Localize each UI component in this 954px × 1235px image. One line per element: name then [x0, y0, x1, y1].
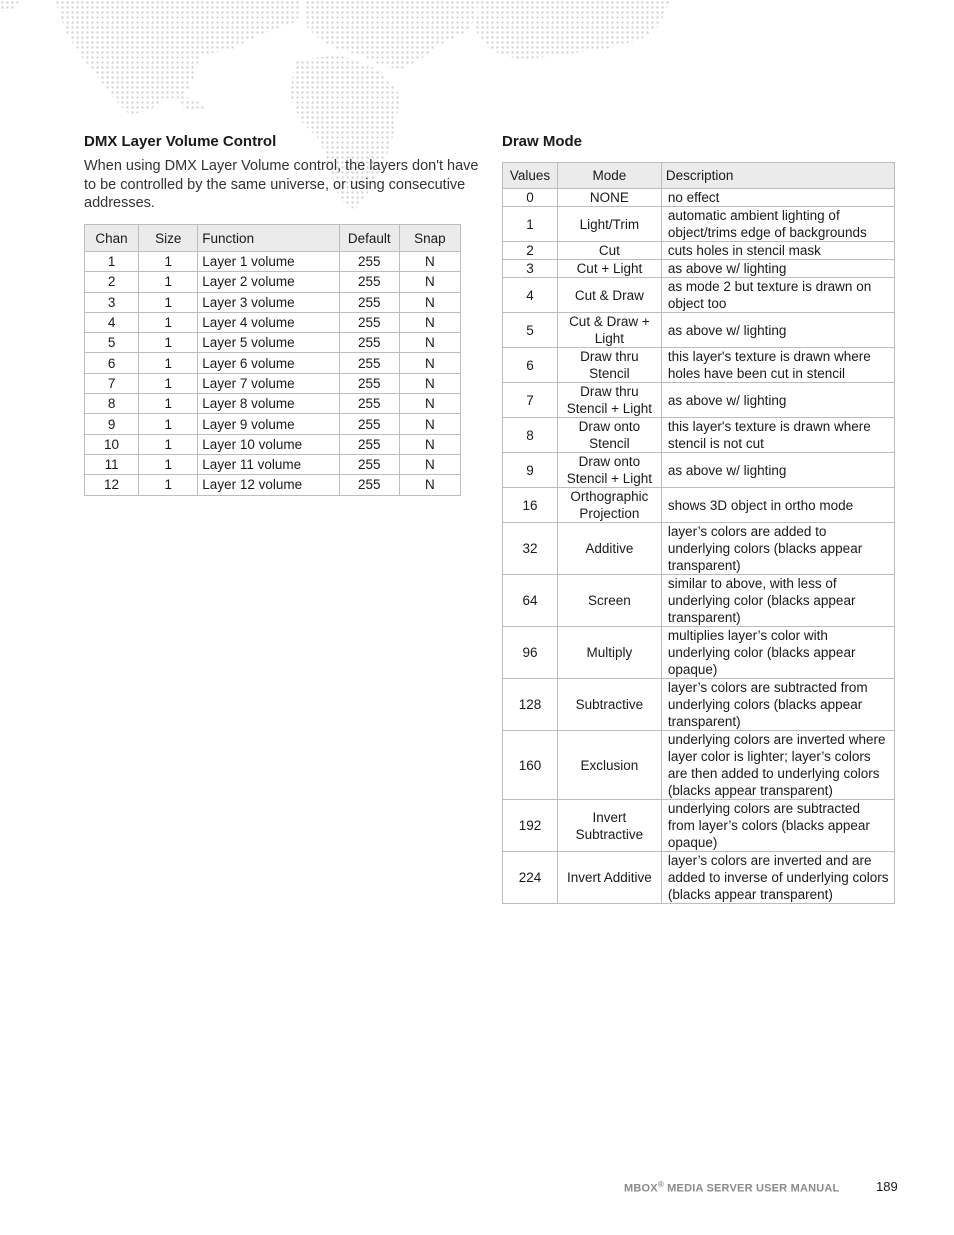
table-cell: Layer 12 volume — [198, 475, 339, 495]
table-cell: 6 — [85, 353, 139, 373]
table-cell: 255 — [339, 292, 399, 312]
column-header: Function — [198, 225, 339, 252]
table-cell: Additive — [557, 523, 661, 575]
table-cell: layer’s colors are subtracted from underlying colors (blacks appear transparent) — [661, 679, 894, 731]
table-cell: N — [399, 475, 460, 495]
footer-brand: MBOX — [624, 1182, 658, 1195]
table-cell: as above w/ lighting — [661, 453, 894, 488]
table-cell: 1 — [139, 292, 198, 312]
table-row — [503, 627, 895, 679]
table-cell: similar to above, with less of underlying color (blacks appear transparent) — [661, 575, 894, 627]
table-cell: N — [399, 353, 460, 373]
table-row — [503, 523, 895, 575]
table-row — [85, 394, 461, 414]
table-cell: Cut — [557, 242, 661, 260]
table-cell: 10 — [85, 434, 139, 454]
page-number: 189 — [876, 1179, 898, 1194]
table-cell: 255 — [339, 454, 399, 474]
table-cell: 3 — [503, 260, 558, 278]
draw-mode-table — [502, 162, 895, 904]
table-cell: as mode 2 but texture is drawn on object too — [661, 278, 894, 313]
table-row — [503, 260, 895, 278]
table-row — [85, 454, 461, 474]
table-cell: Orthographic Projection — [557, 488, 661, 523]
dmx-section-title: DMX Layer Volume Control — [84, 133, 277, 150]
table-cell: 160 — [503, 731, 558, 800]
table-cell: Exclusion — [557, 731, 661, 800]
table-cell: cuts holes in stencil mask — [661, 242, 894, 260]
table-cell: Invert Subtractive — [557, 800, 661, 852]
table-cell: shows 3D object in ortho mode — [661, 488, 894, 523]
table-cell: this layer's texture is drawn where stencil is not cut — [661, 418, 894, 453]
table-cell: 7 — [85, 373, 139, 393]
table-cell: NONE — [557, 189, 661, 207]
table-cell: 1 — [139, 272, 198, 292]
table-cell: Draw onto Stencil — [557, 418, 661, 453]
table-cell: as above w/ lighting — [661, 313, 894, 348]
table-cell: 5 — [503, 313, 558, 348]
table-cell: 255 — [339, 394, 399, 414]
table-row — [503, 679, 895, 731]
table-cell: 4 — [503, 278, 558, 313]
table-cell: 192 — [503, 800, 558, 852]
table-row — [503, 242, 895, 260]
table-row — [503, 418, 895, 453]
table-cell: 255 — [339, 475, 399, 495]
table-row — [85, 353, 461, 373]
table-cell: 1 — [139, 414, 198, 434]
table-cell: 6 — [503, 348, 558, 383]
column-header: Description — [661, 163, 894, 189]
column-header: Mode — [557, 163, 661, 189]
table-cell: Layer 2 volume — [198, 272, 339, 292]
table-cell: Layer 4 volume — [198, 312, 339, 332]
table-cell: 8 — [503, 418, 558, 453]
table-cell: N — [399, 292, 460, 312]
table-cell: 255 — [339, 414, 399, 434]
table-cell: Layer 11 volume — [198, 454, 339, 474]
table-cell: layer’s colors are added to underlying colors (blacks appear transparent) — [661, 523, 894, 575]
table-cell: Cut + Light — [557, 260, 661, 278]
table-cell: no effect — [661, 189, 894, 207]
table-cell: 255 — [339, 252, 399, 272]
table-row — [503, 383, 895, 418]
table-cell: 255 — [339, 312, 399, 332]
column-header: Values — [503, 163, 558, 189]
table-cell: 255 — [339, 333, 399, 353]
table-row — [85, 434, 461, 454]
table-cell: 2 — [85, 272, 139, 292]
table-cell: N — [399, 333, 460, 353]
table-cell: as above w/ lighting — [661, 383, 894, 418]
column-header: Default — [339, 225, 399, 252]
dmx-intro-text: When using DMX Layer Volume control, the layers don't have to be controlled by the same universe, or using consecutive addresses. — [84, 158, 479, 211]
table-row — [503, 348, 895, 383]
table-cell: 7 — [503, 383, 558, 418]
table-row — [503, 488, 895, 523]
table-cell: 3 — [85, 292, 139, 312]
table-cell: 1 — [139, 373, 198, 393]
table-cell: Light/Trim — [557, 207, 661, 242]
table-cell: Draw thru Stencil — [557, 348, 661, 383]
table-cell: 255 — [339, 373, 399, 393]
table-row — [85, 414, 461, 434]
table-cell: N — [399, 414, 460, 434]
table-cell: Layer 10 volume — [198, 434, 339, 454]
table-header-row — [503, 163, 895, 189]
table-cell: underlying colors are inverted where layer color is lighter; layer’s colors are then added to underlying colors (blacks appear transparent) — [661, 731, 894, 800]
table-row — [503, 453, 895, 488]
table-cell: 224 — [503, 852, 558, 904]
table-cell: 9 — [503, 453, 558, 488]
table-cell: 1 — [139, 252, 198, 272]
table-cell: 8 — [85, 394, 139, 414]
table-cell: N — [399, 272, 460, 292]
table-cell: 1 — [139, 312, 198, 332]
table-cell: as above w/ lighting — [661, 260, 894, 278]
table-row — [503, 313, 895, 348]
table-cell: 64 — [503, 575, 558, 627]
table-cell: 16 — [503, 488, 558, 523]
table-cell: 9 — [85, 414, 139, 434]
table-cell: Layer 8 volume — [198, 394, 339, 414]
column-header: Snap — [399, 225, 460, 252]
table-row — [85, 333, 461, 353]
table-cell: layer’s colors are inverted and are added to inverse of underlying colors (blacks appear transparent) — [661, 852, 894, 904]
table-row — [85, 312, 461, 332]
table-cell: Draw thru Stencil + Light — [557, 383, 661, 418]
column-header: Size — [139, 225, 198, 252]
table-cell: 0 — [503, 189, 558, 207]
table-cell: this layer's texture is drawn where holes have been cut in stencil — [661, 348, 894, 383]
table-row — [503, 189, 895, 207]
table-cell: 32 — [503, 523, 558, 575]
dmx-layer-volume-table — [84, 224, 461, 496]
table-row — [85, 292, 461, 312]
table-cell: 1 — [85, 252, 139, 272]
table-cell: 12 — [85, 475, 139, 495]
table-cell: Layer 7 volume — [198, 373, 339, 393]
table-cell: 11 — [85, 454, 139, 474]
table-cell: N — [399, 373, 460, 393]
table-row — [503, 575, 895, 627]
draw-mode-section-title: Draw Mode — [502, 133, 583, 150]
table-cell: automatic ambient lighting of object/trims edge of backgrounds — [661, 207, 894, 242]
table-row — [85, 272, 461, 292]
table-cell: Invert Additive — [557, 852, 661, 904]
table-cell: multiplies layer’s color with underlying color (blacks appear opaque) — [661, 627, 894, 679]
table-cell: Layer 1 volume — [198, 252, 339, 272]
table-cell: Multiply — [557, 627, 661, 679]
table-cell: 96 — [503, 627, 558, 679]
footer-manual-name: MEDIA SERVER USER MANUAL — [663, 1182, 840, 1195]
table-cell: Layer 3 volume — [198, 292, 339, 312]
table-cell: Layer 6 volume — [198, 353, 339, 373]
table-row — [503, 852, 895, 904]
table-row — [503, 278, 895, 313]
table-cell: 1 — [139, 475, 198, 495]
table-cell: N — [399, 312, 460, 332]
table-cell: 1 — [139, 394, 198, 414]
table-cell: 5 — [85, 333, 139, 353]
table-cell: N — [399, 252, 460, 272]
table-cell: 1 — [503, 207, 558, 242]
table-cell: underlying colors are subtracted from layer’s colors (blacks appear opaque) — [661, 800, 894, 852]
registered-mark: ® — [657, 1180, 664, 1189]
table-cell: 1 — [139, 434, 198, 454]
table-cell: 255 — [339, 272, 399, 292]
table-cell: Screen — [557, 575, 661, 627]
table-cell: 4 — [85, 312, 139, 332]
table-cell: 255 — [339, 353, 399, 373]
table-cell: 2 — [503, 242, 558, 260]
table-cell: 1 — [139, 333, 198, 353]
footer-manual-title — [624, 1180, 839, 1195]
table-cell: N — [399, 434, 460, 454]
column-header: Chan — [85, 225, 139, 252]
table-row — [85, 373, 461, 393]
table-cell: Subtractive — [557, 679, 661, 731]
table-cell: Cut & Draw — [557, 278, 661, 313]
table-header-row — [85, 225, 461, 252]
table-cell: Layer 5 volume — [198, 333, 339, 353]
table-row — [503, 731, 895, 800]
table-cell: 1 — [139, 454, 198, 474]
table-cell: Draw onto Stencil + Light — [557, 453, 661, 488]
table-cell: N — [399, 394, 460, 414]
table-row — [85, 475, 461, 495]
table-cell: Layer 9 volume — [198, 414, 339, 434]
table-cell: 1 — [139, 353, 198, 373]
table-row — [503, 800, 895, 852]
table-cell: 255 — [339, 434, 399, 454]
table-row — [503, 207, 895, 242]
table-cell: Cut & Draw + Light — [557, 313, 661, 348]
table-cell: 128 — [503, 679, 558, 731]
table-row — [85, 252, 461, 272]
table-cell: N — [399, 454, 460, 474]
